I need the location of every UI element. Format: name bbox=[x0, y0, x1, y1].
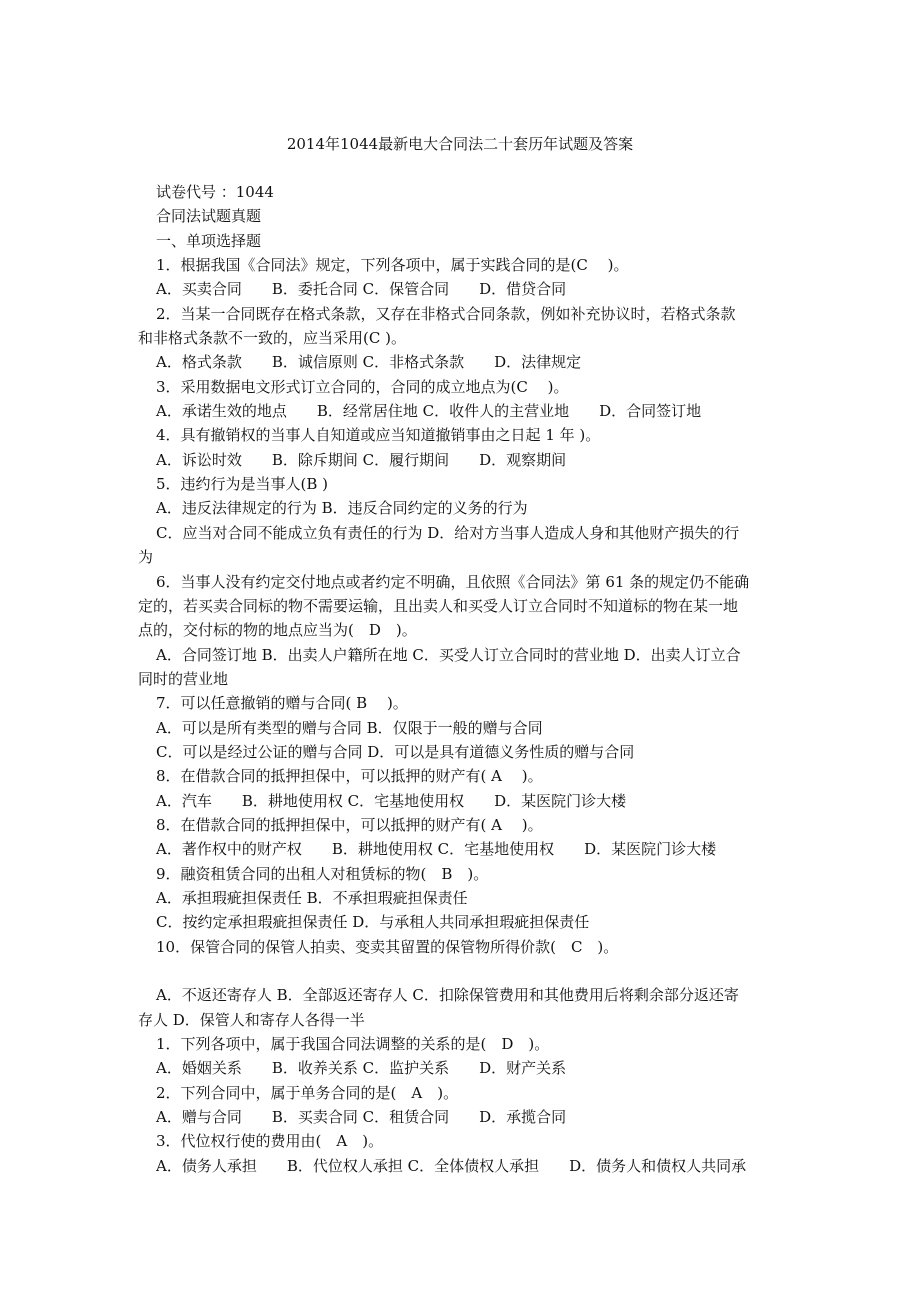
options-line: C．可以是经过公证的赠与合同 D．可以是具有道德义务性质的赠与合同 bbox=[156, 742, 635, 761]
options-continuation: 为 bbox=[138, 548, 154, 567]
question-line: 2．下列合同中，属于单务合同的是( A )。 bbox=[156, 1083, 459, 1102]
blank-line bbox=[138, 959, 788, 983]
options-line: A．赠与合同 B．买卖合同 C．租赁合同 D．承揽合同 bbox=[156, 1108, 567, 1127]
question-line: 9．融资租赁合同的出租人对租赁标的物( B )。 bbox=[156, 864, 489, 883]
options-line: A．承担瑕疵担保责任 B．不承担瑕疵担保责任 bbox=[156, 888, 468, 907]
options-continuation: 存人 D．保管人和寄存人各得一半 bbox=[138, 1010, 365, 1029]
question-line: 6．当事人没有约定交付地点或者约定不明确，且依照《合同法》第 61 条的规定仍不能确 bbox=[156, 572, 750, 591]
question-line: 3．采用数据电文形式订立合同的，合同的成立地点为(C )。 bbox=[156, 377, 569, 396]
question-line: 1．下列各项中，属于我国合同法调整的关系的是( D )。 bbox=[156, 1035, 550, 1054]
options-line: A．婚姻关系 B．收养关系 C．监护关系 D．财产关系 bbox=[156, 1059, 567, 1078]
question-line: 5．违约行为是当事人(B ) bbox=[156, 475, 329, 494]
document-title: 2014年1044最新电大合同法二十套历年试题及答案 bbox=[286, 135, 634, 153]
options-continuation: 同时的营业地 bbox=[138, 669, 229, 688]
question-continuation: 点的，交付标的物的地点应当为( D )。 bbox=[138, 621, 417, 640]
question-line: 7．可以任意撤销的赠与合同( B )。 bbox=[156, 694, 408, 713]
document-body bbox=[138, 180, 788, 1178]
options-line: A．合同签订地 B．出卖人户籍所在地 C．买受人订立合同时的营业地 D．出卖人订立合 bbox=[156, 645, 741, 664]
options-line: A．诉讼时效 B．除斥期间 C．履行期间 D．观察期间 bbox=[156, 450, 567, 469]
question-line: 3．代位权行使的费用由( A )。 bbox=[156, 1132, 384, 1151]
question-line: 10．保管合同的保管人拍卖、变卖其留置的保管物所得价款( C )。 bbox=[156, 937, 619, 956]
options-line: A．债务人承担 B．代位权人承担 C．全体债权人承担 D．债务人和债权人共同承 bbox=[156, 1156, 747, 1175]
section-heading: 一、单项选择题 bbox=[156, 231, 262, 250]
question-continuation: 定的，若买卖合同标的物不需要运输，且出卖人和买受人订立合同时不知道标的物在某一地 bbox=[138, 596, 739, 615]
question-line: 4．具有撤销权的当事人自知道或应当知道撤销事由之日起 1 年 )。 bbox=[156, 426, 601, 445]
options-line: A．著作权中的财产权 B．耕地使用权 C．宅基地使用权 D．某医院门诊大楼 bbox=[156, 840, 717, 859]
question-line: 8．在借款合同的抵押担保中，可以抵押的财产有( A )。 bbox=[156, 767, 543, 786]
question-line: 1．根据我国《合同法》规定，下列各项中，属于实践合同的是(C )。 bbox=[156, 256, 629, 275]
options-line: A．汽车 B．耕地使用权 C．宅基地使用权 D．某医院门诊大楼 bbox=[156, 791, 627, 810]
options-line: A．买卖合同 B．委托合同 C．保管合同 D．借贷合同 bbox=[156, 280, 567, 299]
subtitle-line: 合同法试题真题 bbox=[156, 207, 262, 226]
options-line: A．违反法律规定的行为 B．违反合同约定的义务的行为 bbox=[156, 499, 528, 518]
options-line: A．格式条款 B．诚信原则 C．非格式条款 D．法律规定 bbox=[156, 353, 582, 372]
exam-code-line: 试卷代号 ：1044 bbox=[156, 183, 274, 201]
question-continuation: 和非格式条款不一致的，应当采用(C )。 bbox=[138, 329, 406, 348]
question-line: 8．在借款合同的抵押担保中，可以抵押的财产有( A )。 bbox=[156, 815, 543, 834]
question-line: 2．当某一合同既存在格式条款，又存在非格式合同条款，例如补充协议时，若格式条款 bbox=[156, 304, 736, 323]
options-line: C．按约定承担瑕疵担保责任 D．与承租人共同承担瑕疵担保责任 bbox=[156, 913, 590, 932]
options-line: A．承诺生效的地点 B．经常居住地 C．收件人的主营业地 D．合同签订地 bbox=[156, 402, 702, 421]
options-line: A．可以是所有类型的赠与合同 B．仅限于一般的赠与合同 bbox=[156, 718, 543, 737]
options-line: C．应当对合同不能成立负有责任的行为 D．给对方当事人造成人身和其他财产损失的行 bbox=[156, 523, 740, 542]
options-line: A．不返还寄存人 B．全部返还寄存人 C．扣除保管费用和其他费用后将剩余部分返还寄 bbox=[156, 986, 739, 1005]
